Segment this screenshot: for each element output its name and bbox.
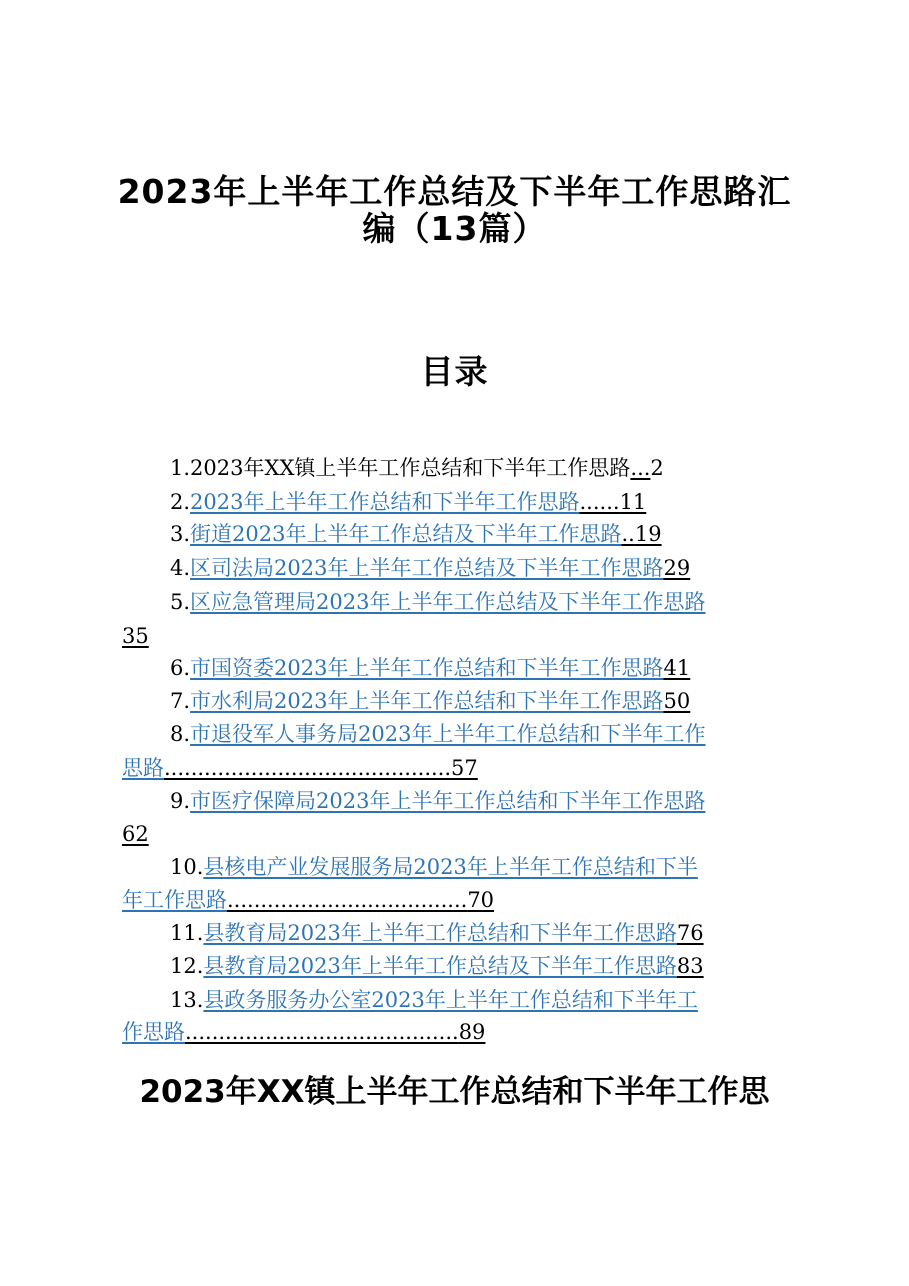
- toc-dots: ..: [621, 522, 635, 546]
- toc-page: 57: [451, 756, 478, 780]
- toc-page: 50: [663, 689, 691, 713]
- toc-page: 76: [676, 921, 704, 945]
- toc-link[interactable]: 县核电产业发展服务局2023年上半年工作总结和下半: [203, 855, 698, 879]
- toc-number: 10.: [170, 855, 204, 879]
- toc-page: 29: [663, 556, 691, 580]
- toc-number: 4.: [170, 556, 191, 580]
- toc-entry-10-cont[interactable]: [122, 888, 494, 912]
- toc-entry-11[interactable]: [170, 921, 704, 945]
- toc-text[interactable]: 2023年XX镇上半年工作总结和下半年工作思路: [190, 456, 631, 480]
- toc-page: 41: [663, 656, 691, 680]
- section-heading: 2023年XX镇上半年工作总结和下半年工作思: [139, 1074, 770, 1110]
- toc-dots: .........................................: [185, 1020, 459, 1044]
- toc-dots: ......: [579, 490, 620, 514]
- toc-entry-12[interactable]: [170, 954, 704, 978]
- toc-entry-5-cont[interactable]: [122, 624, 149, 648]
- toc-number: 3.: [170, 522, 191, 546]
- toc-entry-9[interactable]: [170, 789, 706, 813]
- toc-link[interactable]: 市退役军人事务局2023年上半年工作总结和下半年工作: [190, 722, 706, 746]
- toc-page: 89: [458, 1020, 486, 1044]
- toc-entry-13[interactable]: [170, 988, 698, 1012]
- toc-entry-5[interactable]: [170, 590, 706, 614]
- document-title-line-2: 编（13篇）: [362, 209, 547, 248]
- toc-dots: ...........................................: [164, 756, 452, 780]
- toc-link-cont[interactable]: 思路: [122, 756, 164, 780]
- toc-entry-6[interactable]: [170, 656, 690, 680]
- toc-link[interactable]: 市水利局2023年上半年工作总结和下半年工作思路: [190, 689, 664, 713]
- toc-link[interactable]: 区应急管理局2023年上半年工作总结及下半年工作思路: [190, 590, 706, 614]
- toc-link-cont[interactable]: 作思路: [122, 1020, 185, 1044]
- toc-link[interactable]: 县教育局2023年上半年工作总结及下半年工作思路: [203, 954, 677, 978]
- toc-link-cont[interactable]: 年工作思路: [122, 888, 227, 912]
- toc-entry-2[interactable]: [170, 490, 646, 514]
- toc-entry-10[interactable]: [170, 855, 698, 879]
- toc-page: 70: [467, 888, 495, 912]
- toc-link[interactable]: 2023年上半年工作总结和下半年工作思路: [190, 490, 580, 514]
- toc-link[interactable]: 市医疗保障局2023年上半年工作总结和下半年工作思路: [190, 789, 706, 813]
- toc-page: 2: [650, 456, 664, 480]
- toc-number: 2.: [170, 490, 191, 514]
- toc-entry-7[interactable]: [170, 689, 690, 713]
- toc-entry-4[interactable]: [170, 556, 690, 580]
- toc-entry-3[interactable]: [170, 522, 662, 546]
- toc-number: 7.: [170, 689, 191, 713]
- toc-dots: ...: [630, 456, 651, 480]
- toc-heading: 目录: [420, 352, 489, 391]
- toc-entry-1[interactable]: [170, 456, 664, 480]
- toc-page: 35: [122, 624, 149, 648]
- toc-entry-8-cont[interactable]: [122, 756, 478, 780]
- toc-entry-9-cont[interactable]: [122, 822, 149, 846]
- toc-page: 11: [619, 490, 647, 514]
- toc-link[interactable]: 市国资委2023年上半年工作总结和下半年工作思路: [190, 656, 664, 680]
- document-title-line-1: 2023年上半年工作总结及下半年工作思路汇: [117, 172, 792, 211]
- toc-entry-13-cont[interactable]: [122, 1020, 485, 1044]
- toc-number: 12.: [170, 954, 204, 978]
- toc-number: 9.: [170, 789, 191, 813]
- toc-number: 6.: [170, 656, 191, 680]
- toc-link[interactable]: 街道2023年上半年工作总结及下半年工作思路: [190, 522, 622, 546]
- toc-entry-8[interactable]: [170, 722, 706, 746]
- toc-number: 11.: [170, 921, 204, 945]
- toc-page: 19: [634, 522, 662, 546]
- toc-number: 13.: [170, 988, 204, 1012]
- toc-page: 62: [122, 822, 149, 846]
- toc-link[interactable]: 区司法局2023年上半年工作总结及下半年工作思路: [190, 556, 664, 580]
- toc-link[interactable]: 县教育局2023年上半年工作总结和下半年工作思路: [203, 921, 677, 945]
- toc-number: 8.: [170, 722, 191, 746]
- toc-number: 5.: [170, 590, 191, 614]
- toc-link[interactable]: 县政务服务办公室2023年上半年工作总结和下半年工: [203, 988, 698, 1012]
- toc-dots: ....................................: [227, 888, 468, 912]
- toc-page: 83: [676, 954, 704, 978]
- toc-number: 1.: [170, 456, 191, 480]
